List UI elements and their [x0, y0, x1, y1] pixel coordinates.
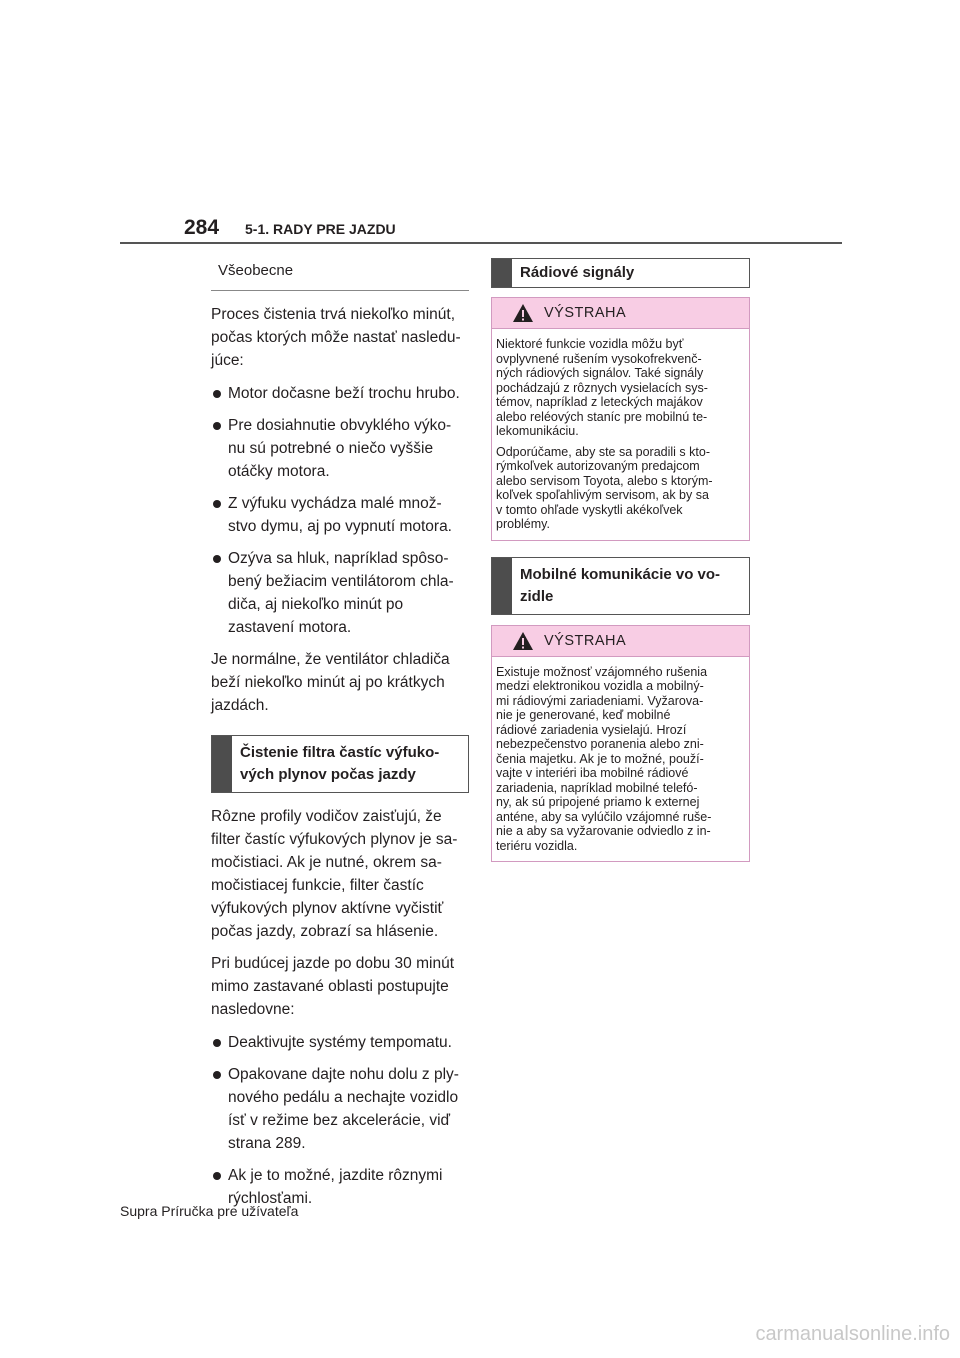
warning-paragraph: Niektoré funkcie vozidla môžu byť ovplyvnené rušením vysokofrekvenč- ných rádiových signálov. Také signály pochádzajú z rôznych vysielacích sys- témov, napríklad z leteckých majákov alebo reléových staníc pre mobilnú te- lekomunikáciu.: [496, 337, 708, 438]
normal-note: Je normálne, že ventilátor chladiča beží niekoľko minút aj po krátkych jazdách.: [211, 651, 450, 714]
warning-box: [491, 625, 750, 863]
warning-paragraph: Odporúčame, aby ste sa poradili s kto- rýmkoľvek autorizovaným predajcom alebo servisom Toyota, alebo s ktorým- koľvek spoľahlivým servisom, ak by sa v tomto ohľade vyskytli akékoľvek problémy.: [496, 444, 713, 531]
warning-paragraph: Existuje možnosť vzájomného rušenia medzi elektronikou vozidla a mobilný- mi rádiovými zariadeniami. Vyžarova- nie je generované, keď mobilné rádiové zariadenia vysielajú. Hrozí nebezpečenstvo poranenia alebo zni- čenia majetku. Ak je to možné, použí- vajte v interiéri iba mobilné rádiové zariadenia, napríklad mobilné telefó- ny, ak sú pripojené priamo k externej anténe, aby sa vylúčilo vzájomné ruše- nie a aby sa vyžarovanie odviedlo z in- teriéru vozidla.: [496, 664, 712, 853]
next-drive-text: Pri budúcej jazde po dobu 30 minút mimo zastavané oblasti postupujte nasledovne:: [211, 955, 454, 1018]
warning-triangle-icon: [512, 303, 534, 323]
manual-title-footer: Supra Príručka pre užívateľa: [120, 1203, 299, 1219]
bullet-item: Pre dosiahnutie obvyklého výko- nu sú potrebné o niečo vyššie otáčky motora.: [211, 414, 469, 483]
warning-header: [492, 298, 749, 329]
bullet-item: Motor dočasne beží trochu hrubo.: [211, 382, 469, 405]
page-number: 284: [184, 216, 220, 239]
heading-bar: [492, 259, 512, 287]
bullet-item: Ozýva sa hluk, napríklad spôso- bený bežiacim ventilátorom chla- diča, aj niekoľko minút po zastavení motora.: [211, 547, 469, 639]
bullet-item: Opakovane dajte nohu dolu z ply- nového pedálu a nechajte vozidlo ísť v režime bez akcelerácie, viď strana 289.: [211, 1063, 469, 1155]
bullet-item: Z výfuku vychádza malé množ- stvo dymu, aj po vypnutí motora.: [211, 492, 469, 538]
warning-body: [492, 657, 749, 862]
filter-cleaning-heading: Čistenie filtra častíc výfuko- vých plynov počas jazdy: [211, 735, 469, 793]
heading-bar: [492, 558, 512, 614]
warning-triangle-icon: [512, 631, 534, 651]
watermark: carmanualsonline.info: [755, 1323, 950, 1345]
intro-text: Proces čistenia trvá niekoľko minút, počas ktorých môže nastať nasledu- júce:: [211, 306, 461, 369]
general-heading: Všeobecne: [211, 258, 469, 291]
left-column: [211, 258, 469, 1210]
warning-box: [491, 297, 750, 541]
mobile-communications-heading: Mobilné komunikácie vo vo- zidle: [491, 557, 750, 615]
right-column: [491, 258, 750, 862]
heading-bar: [212, 736, 232, 792]
bullet-item: Ak je to možné, jazdite rôznymi rýchlosťami.: [211, 1164, 469, 1210]
radio-signals-heading: Rádiové signály: [491, 258, 750, 288]
filter-text: Rôzne profily vodičov zaisťujú, že filter častíc výfukových plynov je sa- močistiaci. Ak je nutné, okrem sa- močistiacej funkcie, filter častíc výfukových plynov aktívne vyčistiť počas jazdy, zobrazí sa hlásenie.: [211, 808, 458, 940]
warning-title: VÝSTRAHA: [544, 632, 627, 649]
header-rule: [120, 242, 842, 244]
chapter-title: 5-1. RADY PRE JAZDU: [245, 221, 396, 237]
warning-header: [492, 626, 749, 657]
warning-body: [492, 329, 749, 540]
bullet-item: Deaktivujte systémy tempomatu.: [211, 1031, 469, 1054]
warning-title: VÝSTRAHA: [544, 305, 627, 321]
